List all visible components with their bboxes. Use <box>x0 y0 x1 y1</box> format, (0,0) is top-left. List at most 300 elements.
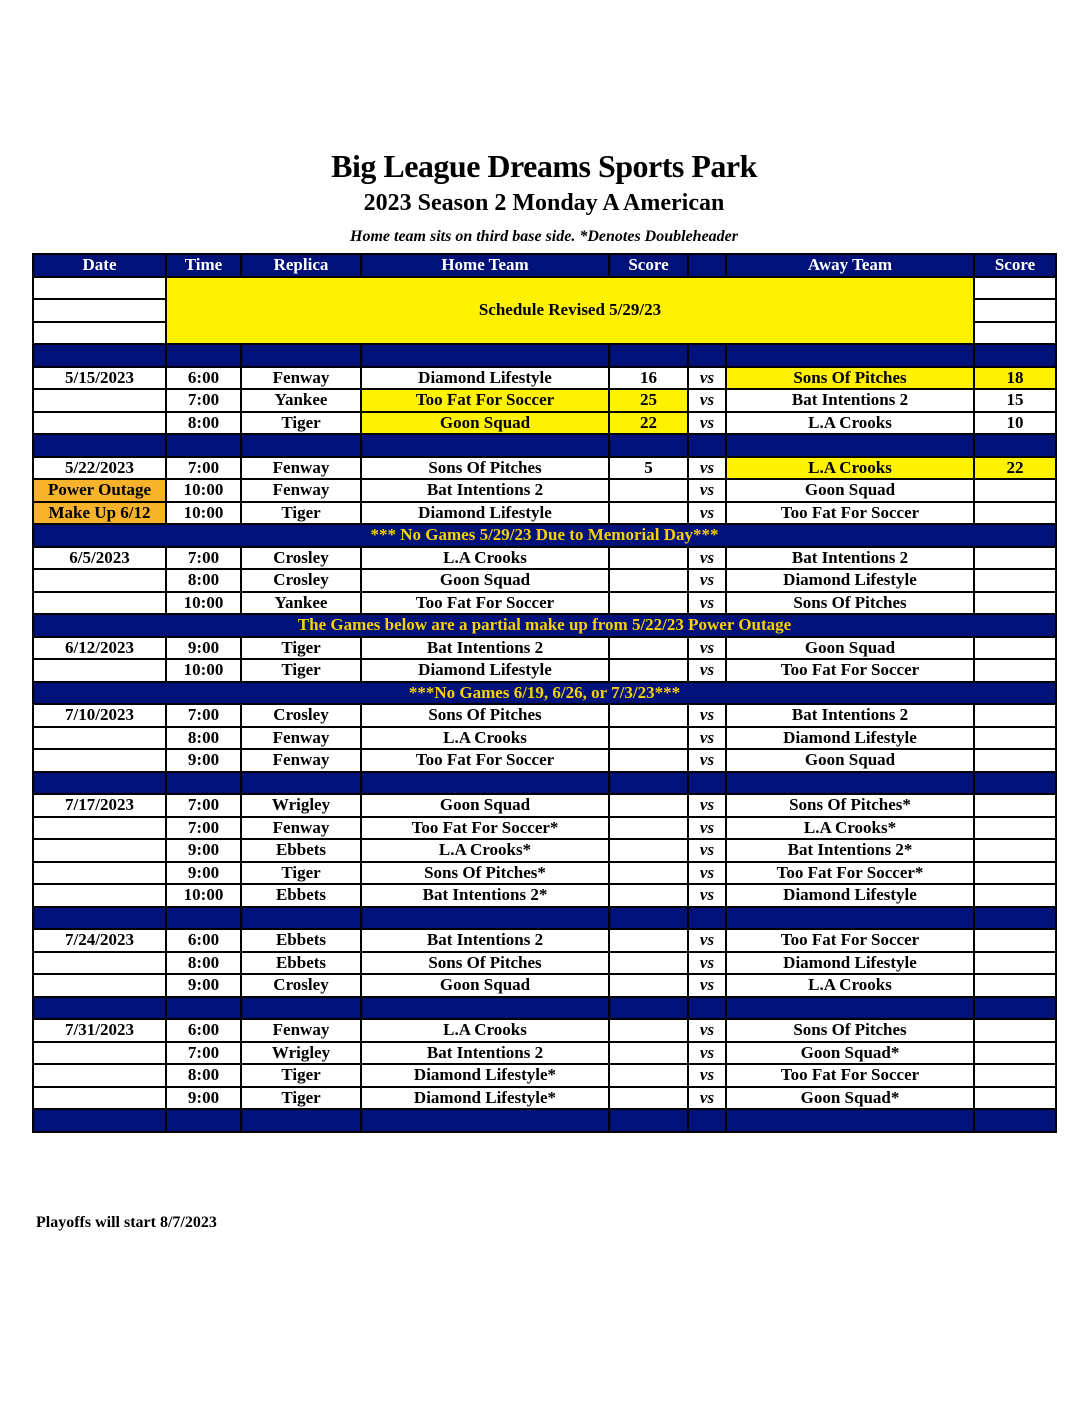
game-time: 9:00 <box>166 749 241 772</box>
home-score <box>609 592 688 615</box>
vs-label: vs <box>688 637 726 660</box>
game-row <box>33 1087 1056 1110</box>
away-team: Too Fat For Soccer <box>726 1064 974 1087</box>
home-score: 25 <box>609 389 688 412</box>
separator-cell <box>726 344 974 367</box>
separator-cell <box>688 907 726 930</box>
home-score <box>609 704 688 727</box>
away-score <box>974 569 1056 592</box>
separator-cell <box>726 997 974 1020</box>
away-score <box>974 1042 1056 1065</box>
separator-cell <box>688 434 726 457</box>
notice-row <box>33 614 1056 637</box>
game-time: 7:00 <box>166 704 241 727</box>
game-time: 9:00 <box>166 862 241 885</box>
away-team: Diamond Lifestyle <box>726 569 974 592</box>
game-date: 7/17/2023 <box>33 794 166 817</box>
game-time: 9:00 <box>166 974 241 997</box>
game-row <box>33 817 1056 840</box>
away-team: Too Fat For Soccer <box>726 929 974 952</box>
game-time: 8:00 <box>166 1064 241 1087</box>
game-time: 6:00 <box>166 929 241 952</box>
blank-cell <box>33 299 166 322</box>
game-date: 7/31/2023 <box>33 1019 166 1042</box>
home-team: Goon Squad <box>361 569 609 592</box>
game-date: 5/15/2023 <box>33 367 166 390</box>
vs-label: vs <box>688 839 726 862</box>
separator-cell <box>33 1109 166 1132</box>
home-team: Bat Intentions 2* <box>361 884 609 907</box>
game-replica: Yankee <box>241 389 361 412</box>
separator-cell <box>361 997 609 1020</box>
game-date <box>33 727 166 750</box>
vs-label: vs <box>688 929 726 952</box>
game-replica: Crosley <box>241 547 361 570</box>
separator-row <box>33 1109 1056 1132</box>
vs-label: vs <box>688 457 726 480</box>
game-date <box>33 884 166 907</box>
separator-cell <box>974 434 1056 457</box>
away-score <box>974 704 1056 727</box>
header-home-score: Score <box>609 254 688 277</box>
game-replica: Tiger <box>241 502 361 525</box>
footer-note: Playoffs will start 8/7/2023 <box>36 1214 217 1231</box>
away-team: Goon Squad <box>726 749 974 772</box>
home-score <box>609 547 688 570</box>
vs-label: vs <box>688 659 726 682</box>
away-score <box>974 637 1056 660</box>
game-row <box>33 389 1056 412</box>
home-team: L.A Crooks <box>361 1019 609 1042</box>
game-time: 7:00 <box>166 389 241 412</box>
away-score <box>974 974 1056 997</box>
separator-cell <box>361 1109 609 1132</box>
separator-cell <box>241 907 361 930</box>
home-score <box>609 1042 688 1065</box>
notice-row <box>33 682 1056 705</box>
game-row <box>33 569 1056 592</box>
home-team: Diamond Lifestyle <box>361 367 609 390</box>
game-row <box>33 1019 1056 1042</box>
separator-cell <box>609 772 688 795</box>
game-date <box>33 749 166 772</box>
game-date: Make Up 6/12 <box>33 502 166 525</box>
home-team: Goon Squad <box>361 794 609 817</box>
game-time: 7:00 <box>166 547 241 570</box>
home-team: Too Fat For Soccer* <box>361 817 609 840</box>
header-date: Date <box>33 254 166 277</box>
game-row <box>33 749 1056 772</box>
home-team: Goon Squad <box>361 412 609 435</box>
home-score <box>609 569 688 592</box>
away-team: L.A Crooks <box>726 974 974 997</box>
game-date <box>33 862 166 885</box>
separator-row <box>33 997 1056 1020</box>
separator-cell <box>609 1109 688 1132</box>
page-title: Big League Dreams Sports Park <box>331 148 757 184</box>
home-score <box>609 1019 688 1042</box>
home-team: Too Fat For Soccer <box>361 592 609 615</box>
away-score <box>974 659 1056 682</box>
game-replica: Ebbets <box>241 952 361 975</box>
separator-cell <box>166 344 241 367</box>
game-replica: Fenway <box>241 457 361 480</box>
away-score <box>974 794 1056 817</box>
home-score <box>609 479 688 502</box>
game-replica: Tiger <box>241 637 361 660</box>
page-subtitle: 2023 Season 2 Monday A American <box>363 190 725 216</box>
home-score: 5 <box>609 457 688 480</box>
away-score <box>974 1064 1056 1087</box>
game-date <box>33 412 166 435</box>
separator-cell <box>361 434 609 457</box>
game-replica: Ebbets <box>241 884 361 907</box>
vs-label: vs <box>688 592 726 615</box>
home-score <box>609 502 688 525</box>
home-team: Diamond Lifestyle <box>361 659 609 682</box>
home-score <box>609 884 688 907</box>
game-time: 8:00 <box>166 569 241 592</box>
away-team: Too Fat For Soccer <box>726 659 974 682</box>
home-team: Bat Intentions 2 <box>361 637 609 660</box>
away-score <box>974 479 1056 502</box>
game-replica: Fenway <box>241 1019 361 1042</box>
game-time: 6:00 <box>166 367 241 390</box>
home-score <box>609 637 688 660</box>
separator-cell <box>688 997 726 1020</box>
home-score <box>609 794 688 817</box>
game-time: 8:00 <box>166 412 241 435</box>
away-team: Sons Of Pitches <box>726 367 974 390</box>
vs-label: vs <box>688 749 726 772</box>
game-time: 10:00 <box>166 592 241 615</box>
separator-cell <box>166 997 241 1020</box>
game-row <box>33 862 1056 885</box>
separator-cell <box>688 772 726 795</box>
home-team: Bat Intentions 2 <box>361 1042 609 1065</box>
vs-label: vs <box>688 569 726 592</box>
home-score <box>609 952 688 975</box>
home-score <box>609 929 688 952</box>
home-score <box>609 1064 688 1087</box>
separator-cell <box>726 434 974 457</box>
game-replica: Yankee <box>241 592 361 615</box>
away-score <box>974 749 1056 772</box>
separator-cell <box>241 434 361 457</box>
away-team: Bat Intentions 2 <box>726 389 974 412</box>
game-time: 6:00 <box>166 1019 241 1042</box>
separator-cell <box>974 772 1056 795</box>
away-score <box>974 884 1056 907</box>
separator-row <box>33 344 1056 367</box>
away-score <box>974 502 1056 525</box>
game-replica: Ebbets <box>241 839 361 862</box>
away-score <box>974 839 1056 862</box>
game-date <box>33 817 166 840</box>
away-team: Diamond Lifestyle <box>726 884 974 907</box>
separator-cell <box>726 907 974 930</box>
vs-label: vs <box>688 367 726 390</box>
game-replica: Crosley <box>241 569 361 592</box>
separator-cell <box>688 1109 726 1132</box>
home-score: 22 <box>609 412 688 435</box>
separator-cell <box>33 344 166 367</box>
game-row <box>33 1042 1056 1065</box>
game-row <box>33 1064 1056 1087</box>
away-score <box>974 727 1056 750</box>
away-team: Goon Squad <box>726 637 974 660</box>
separator-cell <box>33 772 166 795</box>
away-team: Diamond Lifestyle <box>726 952 974 975</box>
vs-label: vs <box>688 862 726 885</box>
game-replica: Wrigley <box>241 1042 361 1065</box>
game-row <box>33 592 1056 615</box>
vs-label: vs <box>688 1087 726 1110</box>
away-team: L.A Crooks* <box>726 817 974 840</box>
separator-cell <box>166 434 241 457</box>
game-replica: Fenway <box>241 817 361 840</box>
game-row <box>33 547 1056 570</box>
game-date: 7/10/2023 <box>33 704 166 727</box>
game-row <box>33 502 1056 525</box>
game-replica: Tiger <box>241 862 361 885</box>
home-team: Too Fat For Soccer <box>361 389 609 412</box>
away-score: 22 <box>974 457 1056 480</box>
away-score <box>974 592 1056 615</box>
away-team: Too Fat For Soccer <box>726 502 974 525</box>
away-team: Goon Squad* <box>726 1042 974 1065</box>
separator-cell <box>166 1109 241 1132</box>
home-team: Sons Of Pitches <box>361 457 609 480</box>
away-team: Goon Squad <box>726 479 974 502</box>
game-row <box>33 659 1056 682</box>
home-team: Diamond Lifestyle <box>361 502 609 525</box>
vs-label: vs <box>688 389 726 412</box>
vs-label: vs <box>688 479 726 502</box>
separator-cell <box>361 907 609 930</box>
away-team: L.A Crooks <box>726 457 974 480</box>
away-score <box>974 1087 1056 1110</box>
game-time: 10:00 <box>166 479 241 502</box>
game-date <box>33 974 166 997</box>
game-row <box>33 727 1056 750</box>
game-time: 8:00 <box>166 727 241 750</box>
home-team: Goon Squad <box>361 974 609 997</box>
vs-label: vs <box>688 884 726 907</box>
separator-cell <box>361 344 609 367</box>
separator-cell <box>974 997 1056 1020</box>
away-team: Bat Intentions 2 <box>726 547 974 570</box>
vs-label: vs <box>688 1019 726 1042</box>
notice-partial: The Games below are a partial make up from 5/22/23 Power Outage <box>33 614 1056 637</box>
game-row <box>33 457 1056 480</box>
game-time: 9:00 <box>166 637 241 660</box>
vs-label: vs <box>688 412 726 435</box>
away-team: L.A Crooks <box>726 412 974 435</box>
separator-row <box>33 434 1056 457</box>
away-score <box>974 1019 1056 1042</box>
home-score <box>609 1087 688 1110</box>
home-score <box>609 974 688 997</box>
game-row <box>33 974 1056 997</box>
separator-cell <box>609 997 688 1020</box>
away-score <box>974 929 1056 952</box>
home-score <box>609 839 688 862</box>
blank-cell <box>974 322 1056 345</box>
away-score <box>974 817 1056 840</box>
header-home-team: Home Team <box>361 254 609 277</box>
home-score <box>609 862 688 885</box>
away-score: 10 <box>974 412 1056 435</box>
home-team: Bat Intentions 2 <box>361 929 609 952</box>
game-date <box>33 569 166 592</box>
away-team: Bat Intentions 2 <box>726 704 974 727</box>
header-away-team: Away Team <box>726 254 974 277</box>
game-replica: Fenway <box>241 367 361 390</box>
game-time: 8:00 <box>166 952 241 975</box>
separator-cell <box>726 772 974 795</box>
separator-cell <box>241 997 361 1020</box>
separator-cell <box>33 434 166 457</box>
vs-label: vs <box>688 502 726 525</box>
header-vs <box>688 254 726 277</box>
header-replica: Replica <box>241 254 361 277</box>
blank-cell <box>974 277 1056 300</box>
away-score <box>974 952 1056 975</box>
vs-label: vs <box>688 547 726 570</box>
game-date: 7/24/2023 <box>33 929 166 952</box>
game-date <box>33 389 166 412</box>
away-score: 18 <box>974 367 1056 390</box>
separator-cell <box>241 1109 361 1132</box>
separator-cell <box>33 997 166 1020</box>
separator-cell <box>609 344 688 367</box>
separator-cell <box>33 907 166 930</box>
game-time: 10:00 <box>166 659 241 682</box>
game-replica: Ebbets <box>241 929 361 952</box>
game-time: 10:00 <box>166 502 241 525</box>
game-date: 6/12/2023 <box>33 637 166 660</box>
separator-cell <box>974 344 1056 367</box>
game-time: 7:00 <box>166 794 241 817</box>
home-score <box>609 727 688 750</box>
header-time: Time <box>166 254 241 277</box>
game-row <box>33 412 1056 435</box>
page-note: Home team sits on third base side. *Denotes Doubleheader <box>350 228 738 245</box>
home-team: Diamond Lifestyle* <box>361 1087 609 1110</box>
vs-label: vs <box>688 1042 726 1065</box>
away-score <box>974 862 1056 885</box>
home-score <box>609 659 688 682</box>
separator-cell <box>726 1109 974 1132</box>
vs-label: vs <box>688 952 726 975</box>
away-score: 15 <box>974 389 1056 412</box>
game-replica: Fenway <box>241 727 361 750</box>
separator-cell <box>688 344 726 367</box>
game-replica: Tiger <box>241 412 361 435</box>
game-row <box>33 367 1056 390</box>
away-team: Too Fat For Soccer* <box>726 862 974 885</box>
game-row <box>33 884 1056 907</box>
notice-memorial: *** No Games 5/29/23 Due to Memorial Day*** <box>33 524 1056 547</box>
home-team: Bat Intentions 2 <box>361 479 609 502</box>
home-team: L.A Crooks* <box>361 839 609 862</box>
game-replica: Tiger <box>241 659 361 682</box>
game-row <box>33 637 1056 660</box>
game-date: 5/22/2023 <box>33 457 166 480</box>
header-row <box>33 254 1056 277</box>
game-time: 7:00 <box>166 1042 241 1065</box>
separator-cell <box>974 907 1056 930</box>
game-date <box>33 592 166 615</box>
game-date <box>33 1064 166 1087</box>
away-team: Sons Of Pitches <box>726 1019 974 1042</box>
vs-label: vs <box>688 817 726 840</box>
separator-cell <box>609 907 688 930</box>
game-row <box>33 952 1056 975</box>
game-date <box>33 952 166 975</box>
game-date <box>33 1087 166 1110</box>
separator-row <box>33 907 1056 930</box>
game-replica: Wrigley <box>241 794 361 817</box>
home-team: L.A Crooks <box>361 727 609 750</box>
game-replica: Crosley <box>241 974 361 997</box>
separator-cell <box>241 344 361 367</box>
vs-label: vs <box>688 974 726 997</box>
game-date: 6/5/2023 <box>33 547 166 570</box>
home-team: Sons Of Pitches <box>361 952 609 975</box>
separator-cell <box>166 772 241 795</box>
home-team: Diamond Lifestyle* <box>361 1064 609 1087</box>
game-row <box>33 704 1056 727</box>
game-replica: Fenway <box>241 749 361 772</box>
separator-cell <box>241 772 361 795</box>
revised-row <box>33 277 1056 300</box>
notice-row <box>33 524 1056 547</box>
blank-cell <box>974 299 1056 322</box>
schedule-table <box>32 253 1057 1133</box>
game-row <box>33 794 1056 817</box>
game-replica: Fenway <box>241 479 361 502</box>
game-date <box>33 839 166 862</box>
away-team: Sons Of Pitches <box>726 592 974 615</box>
blank-cell <box>33 322 166 345</box>
game-date: Power Outage <box>33 479 166 502</box>
away-team: Sons Of Pitches* <box>726 794 974 817</box>
vs-label: vs <box>688 704 726 727</box>
home-team: Sons Of Pitches* <box>361 862 609 885</box>
game-time: 7:00 <box>166 817 241 840</box>
away-team: Bat Intentions 2* <box>726 839 974 862</box>
separator-row <box>33 772 1056 795</box>
vs-label: vs <box>688 727 726 750</box>
game-row <box>33 929 1056 952</box>
vs-label: vs <box>688 794 726 817</box>
separator-cell <box>361 772 609 795</box>
home-team: L.A Crooks <box>361 547 609 570</box>
header-away-score: Score <box>974 254 1056 277</box>
home-score <box>609 817 688 840</box>
separator-cell <box>166 907 241 930</box>
separator-cell <box>609 434 688 457</box>
revised-banner: Schedule Revised 5/29/23 <box>166 277 974 345</box>
game-time: 9:00 <box>166 1087 241 1110</box>
separator-cell <box>974 1109 1056 1132</box>
blank-cell <box>33 277 166 300</box>
vs-label: vs <box>688 1064 726 1087</box>
game-date <box>33 1042 166 1065</box>
game-time: 9:00 <box>166 839 241 862</box>
